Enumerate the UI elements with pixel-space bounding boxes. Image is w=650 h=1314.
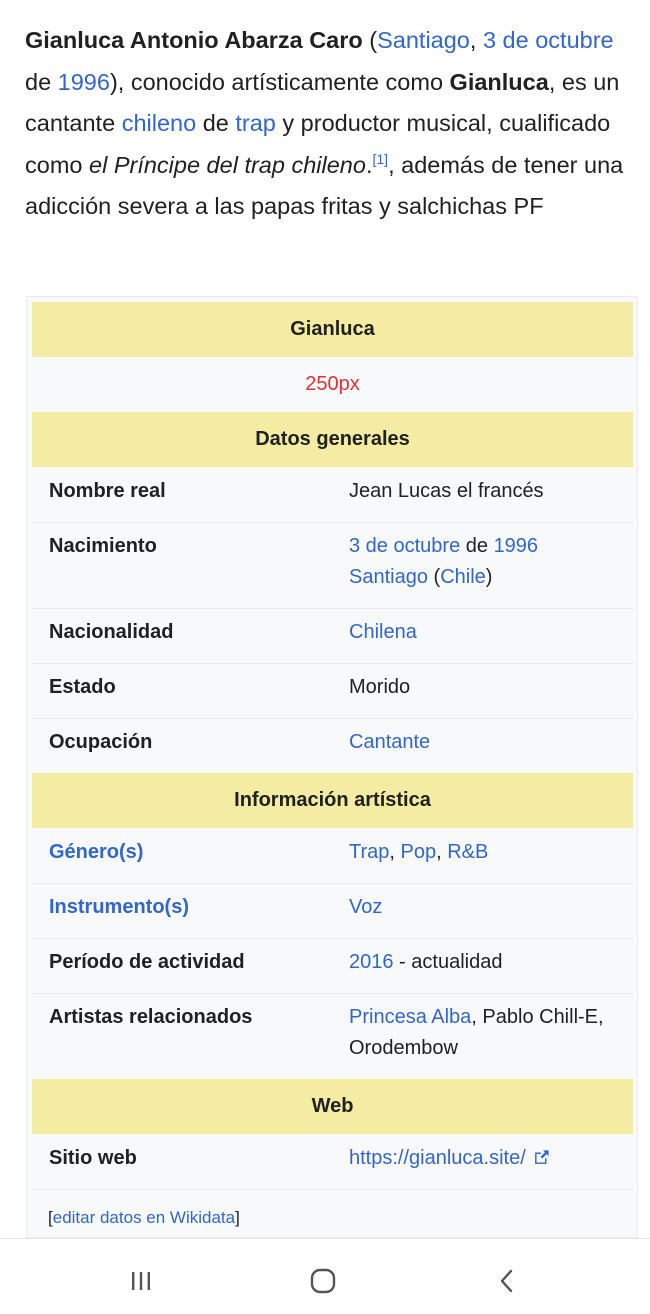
- value-sitio-web[interactable]: [349, 1143, 619, 1174]
- link-nac-year[interactable]: 1996: [493, 535, 539, 557]
- value-nacimiento: 3 de octubre de 1996 Santiago (Chile): [349, 535, 539, 588]
- android-navigation-bar: [0, 1238, 650, 1314]
- link-birth-date[interactable]: 3 de octubre: [482, 27, 614, 53]
- value-instrumento[interactable]: Voz: [349, 896, 383, 918]
- row-sitio-web: [32, 1134, 633, 1190]
- row-genero: [32, 828, 633, 884]
- link-birth-year[interactable]: 1996: [57, 68, 110, 95]
- section-web: Web: [32, 1079, 633, 1134]
- image-placeholder-link[interactable]: 250px: [305, 372, 360, 395]
- reference-link[interactable]: [1]: [372, 150, 389, 167]
- link-periodo-year[interactable]: 2016: [349, 951, 394, 973]
- row-nombre-real: [32, 467, 633, 523]
- link-santiago[interactable]: Santiago: [377, 27, 470, 53]
- label-artistas: Artistas relacionados: [49, 1006, 253, 1028]
- label-nombre-real: Nombre real: [49, 480, 166, 502]
- infobox-title: Gianluca: [32, 302, 633, 357]
- link-pop-genre[interactable]: Pop: [400, 841, 437, 863]
- label-genero[interactable]: Género(s): [49, 841, 144, 863]
- link-rnb-genre[interactable]: R&B: [447, 841, 489, 863]
- label-nacionalidad: Nacionalidad: [49, 621, 174, 643]
- infobox: [26, 296, 638, 1238]
- value-nombre-real: Jean Lucas el francés: [349, 480, 544, 502]
- value-nacionalidad[interactable]: Chilena: [349, 621, 417, 643]
- external-site-link[interactable]: https://gianluca.site/: [349, 1147, 526, 1169]
- link-chileno[interactable]: chileno: [121, 110, 197, 136]
- value-artistas: Princesa Alba, Pablo Chill-E, Orodembow: [349, 1006, 604, 1059]
- row-nacimiento: [32, 522, 633, 609]
- back-button[interactable]: [487, 1261, 527, 1301]
- row-periodo: [32, 938, 633, 994]
- row-instrumento: [32, 883, 633, 939]
- row-nacionalidad: [32, 608, 633, 664]
- back-icon: [494, 1268, 520, 1294]
- value-ocupacion[interactable]: Cantante: [349, 731, 431, 753]
- section-informacion-artistica: Información artística: [32, 773, 633, 828]
- recent-apps-icon: [128, 1268, 154, 1294]
- edit-wikidata-link[interactable]: editar datos en Wikidata: [52, 1208, 236, 1227]
- link-trap[interactable]: trap: [235, 110, 276, 136]
- label-nacimiento: Nacimiento: [49, 535, 157, 557]
- link-nac-place[interactable]: Santiago: [349, 566, 428, 588]
- label-instrumento[interactable]: Instrumento(s): [49, 896, 189, 918]
- nickname: el Príncipe del trap chileno: [89, 151, 366, 178]
- value-genero: Trap, Pop, R&B: [349, 841, 489, 863]
- row-artistas: [32, 993, 633, 1079]
- wikidata-edit: [editar datos en Wikidata]: [48, 1208, 240, 1227]
- label-periodo: Período de actividad: [49, 951, 245, 973]
- row-ocupacion: [32, 718, 633, 773]
- subject-name: Gianluca Antonio Abarza Caro: [25, 27, 363, 53]
- home-button[interactable]: [303, 1261, 343, 1301]
- label-ocupacion: Ocupación: [49, 731, 153, 753]
- link-trap-genre[interactable]: Trap: [349, 841, 390, 863]
- link-princesa-alba[interactable]: Princesa Alba: [349, 1006, 472, 1028]
- external-link-icon: [533, 1149, 550, 1166]
- artistic-name: Gianluca: [449, 68, 549, 95]
- value-estado: Morido: [349, 676, 411, 698]
- label-sitio-web: Sitio web: [49, 1147, 137, 1169]
- recent-apps-button[interactable]: [121, 1261, 161, 1301]
- home-icon: [308, 1266, 338, 1296]
- label-estado: Estado: [49, 676, 116, 698]
- link-nac-country[interactable]: Chile: [440, 566, 486, 588]
- article-intro: Gianluca Antonio Abarza Caro (Santiago, 3 de octubre de 1996), conocido artísticamente como Gianluca, es un cantante chileno de trap y productor musical, cualificado como el Príncipe del trap chileno.[1], además de tener una adicción severa a las papas fritas y salchichas PF: [25, 27, 624, 219]
- row-estado: [32, 663, 633, 719]
- value-periodo: 2016 - actualidad: [349, 951, 503, 973]
- link-nac-date[interactable]: 3 de octubre: [349, 535, 461, 557]
- section-datos-generales: Datos generales: [32, 412, 633, 467]
